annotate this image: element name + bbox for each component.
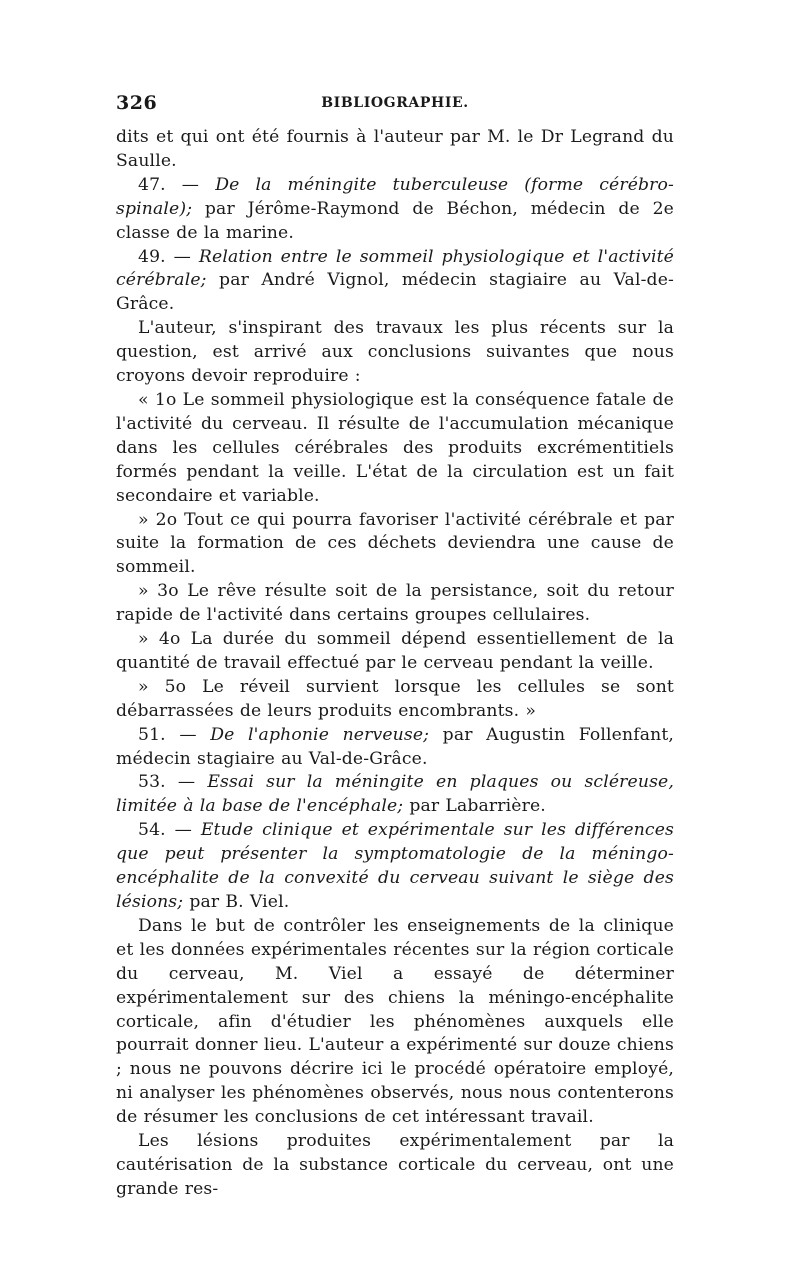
paragraph-p2 — [116, 174, 674, 246]
text-segment: 49. — — [138, 246, 199, 267]
text-segment: par B. Viel. — [183, 892, 290, 912]
text-segment: par Jérôme-Raymond de Béchon, médecin de 2e classe de la marine. — [116, 198, 674, 243]
text-segment: L'auteur, s'inspirant des travaux les plus récents sur la question, est arrivé aux conclusions suivantes que nous croyons devoir reproduire : — [116, 318, 674, 387]
paragraph-p1 — [116, 126, 674, 174]
paragraph-p14 — [116, 1130, 674, 1202]
italic-title: De l'aphonie nerveuse; — [210, 724, 430, 745]
text-segment: 53. — — [138, 772, 208, 793]
paragraph-p5 — [116, 389, 674, 509]
paragraph-p4 — [116, 317, 674, 389]
italic-title: Relation entre le sommeil physiologique et l'activité cérébrale; — [116, 246, 674, 291]
text-segment: dits et qui ont été fournis à l'auteur par M. le Dr Legrand du Saulle. — [116, 127, 674, 171]
text-segment: par André Vignol, médecin stagiaire au Val-de-Grâce. — [116, 270, 674, 315]
book-page — [116, 92, 674, 1222]
text-segment: 47. — — [138, 174, 216, 195]
text-segment: « 1o Le sommeil physiologique est la conséquence fatale de l'activité du cerveau. Il résulte de l'accumulation mécanique dans les cellules cérébrales des produits excrémentitiels formés pendant la veille. L'état de la circulation est un fait secondaire et variable. — [116, 389, 674, 506]
paragraph-p8 — [116, 628, 674, 676]
text-segment: par Labarrière. — [403, 796, 546, 817]
body-text — [116, 126, 674, 1202]
text-segment: 51. — — [138, 724, 211, 745]
text-segment: Les lésions produites expérimentalement par la cautérisation de la substance corticale du cerveau, ont une grande res- — [116, 1131, 674, 1199]
paragraph-p11 — [116, 771, 674, 819]
text-segment: » 3o Le rêve résulte soit de la persistance, soit du retour rapide de l'activité dans certains groupes cellulaires. — [116, 581, 674, 626]
paragraph-p13 — [116, 915, 674, 1130]
paragraph-p9 — [116, 676, 674, 724]
italic-title: De la méningite tuberculeuse (forme cérébro-spinale); — [116, 174, 674, 219]
italic-title: Essai sur la méningite en plaques ou scléreuse, limitée à la base de l'encéphale; — [116, 772, 674, 817]
text-segment: » 2o Tout ce qui pourra favoriser l'activité cérébrale et par suite la formation de ces déchets deviendra une cause de sommeil. — [116, 509, 674, 578]
page-number: 326 — [116, 92, 158, 114]
italic-title: Etude clinique et expérimentale sur les différences que peut présenter la symptomatologie de la méningo-encéphalite de la convexité du cerveau suivant le siège des lésions; — [116, 820, 674, 912]
paragraph-p12 — [116, 819, 674, 915]
text-segment: » 5o Le réveil survient lorsque les cellules se sont débarrassées de leurs produits encombrants. » — [116, 676, 674, 721]
page-header — [116, 92, 674, 126]
text-segment: par Augustin Follenfant, médecin stagiaire au Val-de-Grâce. — [116, 724, 674, 769]
paragraph-p3 — [116, 246, 674, 318]
text-segment: 54. — — [138, 820, 201, 841]
paragraph-p7 — [116, 580, 674, 628]
paragraph-p10 — [116, 724, 674, 772]
text-segment: Dans le but de contrôler les enseignements de la clinique et les données expérimentales récentes sur la région corticale du cerveau, M. Viel a essayé de déterminer expérimentalement sur des chiens la méningo-encéphalite corticale, afin d'étudier les phénomènes auxquels elle pourrait donner lieu. L'auteur a expérimenté sur douze chiens ; nous ne pouvons décrire ici le procédé opératoire employé, ni analyser les phénomènes observés, nous nous contenterons de résumer les conclusions de cet intéressant travail. — [116, 915, 674, 1128]
running-head: BIBLIOGRAPHIE. — [321, 95, 469, 111]
paragraph-p6 — [116, 509, 674, 581]
text-segment: » 4o La durée du sommeil dépend essentiellement de la quantité de travail effectué par le cerveau pendant la veille. — [116, 629, 674, 673]
